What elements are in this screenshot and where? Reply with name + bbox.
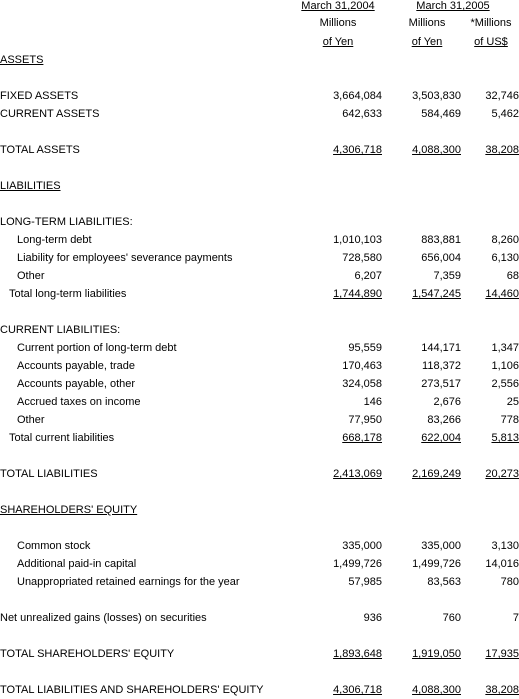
value-2005-usd: 38,208 [485, 684, 519, 696]
value-2005-yen: 144,171 [421, 342, 461, 354]
row-label: Long-term debt [17, 234, 92, 246]
value-2005-yen: 2,169,249 [412, 468, 461, 480]
total-row [0, 141, 519, 159]
value-2005-yen: 3,503,830 [412, 90, 461, 102]
value-2004-yen: 95,559 [348, 342, 382, 354]
value-2005-usd: 25 [506, 396, 519, 408]
row-label: TOTAL LIABILITIES AND SHAREHOLDERS' EQUITY [0, 684, 264, 696]
section-heading: ASSETS [0, 54, 44, 66]
row-label: Accounts payable, trade [17, 360, 136, 372]
row-label: Liability for employees' severance payments [17, 252, 233, 264]
row-label: Other [17, 414, 45, 426]
section-liabilities [0, 177, 519, 195]
value-2005-usd: 14,460 [485, 288, 519, 300]
value-2005-usd: 2,556 [491, 378, 519, 390]
table-row [0, 105, 519, 123]
value-2004-yen: 1,744,890 [333, 288, 382, 300]
row-label: Net unrealized gains (losses) on securities [0, 612, 207, 624]
value-2005-usd: 32,746 [485, 90, 519, 102]
row-label: Current portion of long-term debt [17, 342, 177, 354]
section-assets [0, 51, 519, 69]
row-label: Total long-term liabilities [9, 288, 127, 300]
value-2004-yen: 1,499,726 [333, 558, 382, 570]
value-2004-yen: 170,463 [342, 360, 382, 372]
table-row [0, 393, 519, 411]
value-2005-yen: 273,517 [421, 378, 461, 390]
value-2005-usd: 20,273 [485, 468, 519, 480]
value-2005-yen: 883,881 [421, 234, 461, 246]
value-2005-usd: 17,935 [485, 648, 519, 660]
table-row [0, 231, 519, 249]
value-2005-usd: 38,208 [485, 144, 519, 156]
value-2005-usd: 5,813 [491, 432, 519, 444]
table-row [0, 267, 519, 285]
value-2004-yen: 4,306,718 [333, 144, 382, 156]
value-2005-usd: 8,260 [491, 234, 519, 246]
column-unit-yen-2004: Millions [319, 17, 357, 29]
column-date-2004: March 31,2004 [301, 0, 375, 12]
value-2004-yen: 668,178 [342, 432, 382, 444]
value-2004-yen: 324,058 [342, 378, 382, 390]
row-label: Common stock [17, 540, 91, 552]
value-2005-yen: 1,547,245 [412, 288, 461, 300]
row-label: TOTAL ASSETS [0, 144, 80, 156]
value-2004-yen: 936 [363, 612, 382, 624]
value-2004-yen: 1,893,648 [333, 648, 382, 660]
row-label: Total current liabilities [9, 432, 115, 444]
table-row [0, 411, 519, 429]
value-2005-yen: 584,469 [421, 108, 461, 120]
value-2004-yen: 57,985 [348, 576, 382, 588]
row-label: Additional paid-in capital [17, 558, 137, 570]
value-2005-yen: 1,499,726 [412, 558, 461, 570]
value-2004-yen: 4,306,718 [333, 684, 382, 696]
value-2005-usd: 68 [506, 270, 519, 282]
column-unit-usd-2005-sub: of US$ [474, 36, 508, 48]
total-row [0, 285, 519, 303]
value-2005-yen: 7,359 [433, 270, 461, 282]
value-2004-yen: 728,580 [342, 252, 382, 264]
value-2004-yen: 1,010,103 [333, 234, 382, 246]
subsection-heading: CURRENT LIABILITIES: [0, 324, 121, 336]
row-label: Unappropriated retained earnings for the year [17, 576, 240, 588]
value-2005-yen: 656,004 [421, 252, 461, 264]
total-row [0, 681, 519, 699]
column-unit-yen-2005-sub: of Yen [411, 36, 443, 48]
column-date-2005: March 31,2005 [416, 0, 490, 12]
value-2005-usd: 1,106 [491, 360, 519, 372]
value-2005-usd: 7 [512, 612, 519, 624]
value-2004-yen: 335,000 [342, 540, 382, 552]
value-2005-yen: 83,266 [427, 414, 461, 426]
row-label: CURRENT ASSETS [0, 108, 100, 120]
value-2005-yen: 760 [442, 612, 461, 624]
table-row [0, 609, 519, 627]
subsection-heading: LONG-TERM LIABILITIES: [0, 216, 133, 228]
value-2004-yen: 3,664,084 [333, 90, 382, 102]
value-2005-yen: 622,004 [421, 432, 461, 444]
value-2005-usd: 778 [500, 414, 519, 426]
value-2004-yen: 2,413,069 [333, 468, 382, 480]
value-2005-usd: 1,347 [491, 342, 519, 354]
section-shareholders-equity [0, 501, 519, 519]
column-unit-yen-2005: Millions [408, 17, 446, 29]
value-2004-yen: 77,950 [348, 414, 382, 426]
row-label: Other [17, 270, 45, 282]
row-label: TOTAL SHAREHOLDERS' EQUITY [0, 648, 175, 660]
column-unit-usd-2005: *Millions [470, 17, 512, 29]
table-row [0, 357, 519, 375]
total-row [0, 465, 519, 483]
total-row [0, 429, 519, 447]
value-2005-yen: 2,676 [433, 396, 461, 408]
value-2005-usd: 780 [500, 576, 519, 588]
section-heading: SHAREHOLDERS' EQUITY [0, 504, 138, 516]
value-2005-yen: 118,372 [422, 360, 461, 372]
value-2005-usd: 14,016 [485, 558, 519, 570]
table-row [0, 249, 519, 267]
value-2005-usd: 3,130 [491, 540, 519, 552]
table-row [0, 339, 519, 357]
table-row [0, 537, 519, 555]
value-2005-usd: 6,130 [491, 252, 519, 264]
table-row [0, 555, 519, 573]
value-2004-yen: 6,207 [354, 270, 382, 282]
value-2005-yen: 4,088,300 [412, 684, 461, 696]
section-heading: LIABILITIES [0, 180, 61, 192]
subsection-row [0, 321, 519, 339]
row-label: Accounts payable, other [17, 378, 136, 390]
value-2005-yen: 4,088,300 [412, 144, 461, 156]
row-label: TOTAL LIABILITIES [0, 468, 98, 480]
table-row [0, 375, 519, 393]
column-unit-yen-2004-sub: of Yen [322, 36, 354, 48]
row-label: Accrued taxes on income [17, 396, 141, 408]
row-label: FIXED ASSETS [0, 90, 79, 102]
table-row [0, 573, 519, 591]
value-2005-usd: 5,462 [491, 108, 519, 120]
table-row [0, 87, 519, 105]
total-row [0, 645, 519, 663]
subsection-row [0, 213, 519, 231]
value-2005-yen: 335,000 [421, 540, 461, 552]
value-2004-yen: 146 [363, 396, 382, 408]
value-2005-yen: 83,563 [427, 576, 461, 588]
value-2004-yen: 642,633 [342, 108, 382, 120]
value-2005-yen: 1,919,050 [412, 648, 461, 660]
